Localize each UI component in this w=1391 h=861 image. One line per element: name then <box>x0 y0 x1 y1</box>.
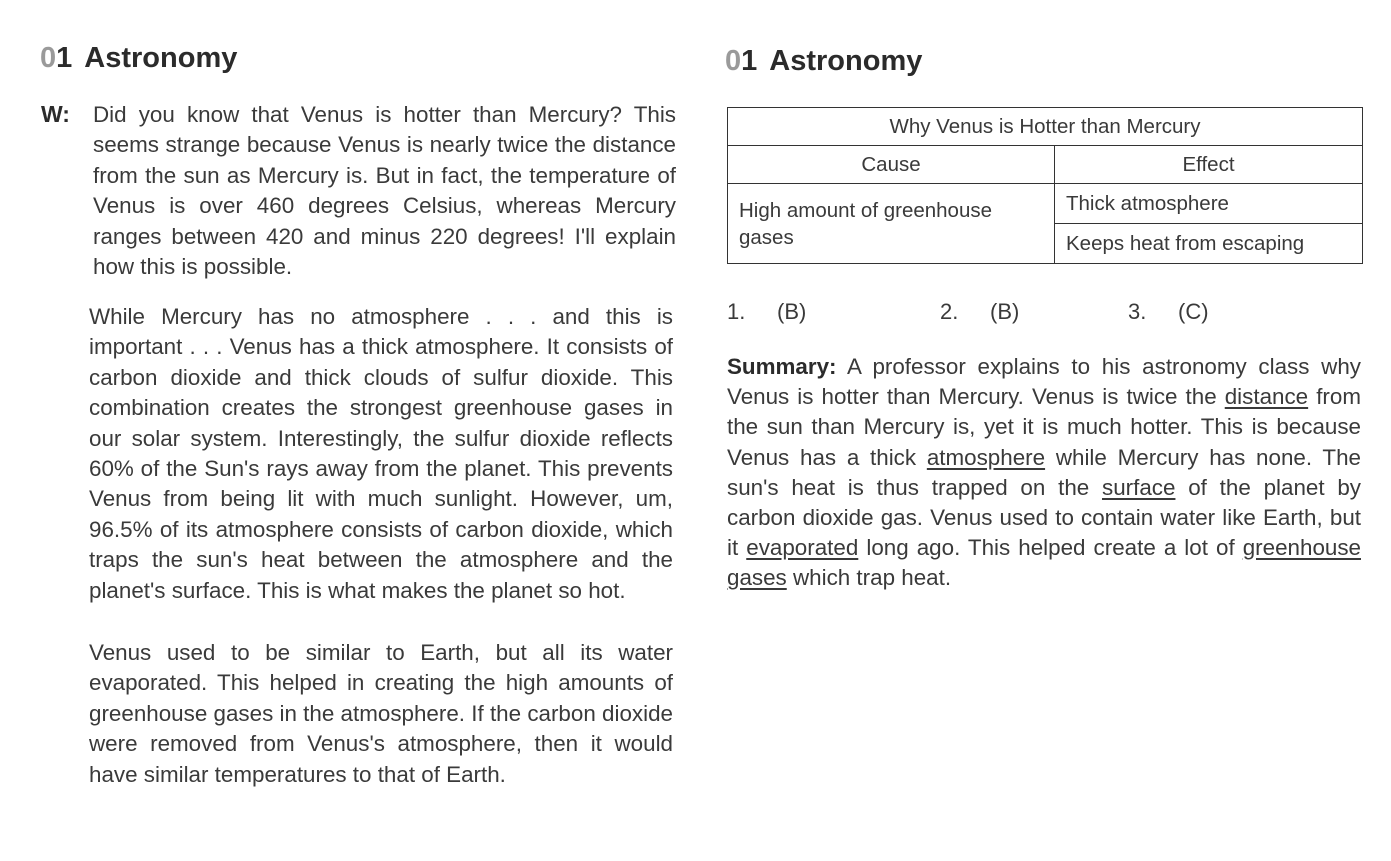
blank-answer-greenhouse-gases: greenhouse gases <box>727 535 1361 591</box>
section-number-zero: 0 <box>40 42 57 74</box>
table-cell-cause: High amount of greenhouse gases <box>728 184 1055 264</box>
table-cell-effect-1: Thick atmosphere <box>1055 184 1363 224</box>
answer-number: 2. <box>940 299 959 324</box>
table-title: Why Venus is Hotter than Mercury <box>728 108 1363 146</box>
blank-answer-atmosphere: atmosphere <box>926 444 1046 470</box>
section-number-one: 1 <box>56 42 73 74</box>
answer-item <box>727 299 806 325</box>
section-number-zero: 0 <box>725 45 742 77</box>
answer-choice: (B) <box>777 299 807 324</box>
summary-text: A professor explains to his astronomy class why Venus is hotter than Mercury. Venus is twice the <box>727 354 1361 410</box>
summary-label: Summary: <box>727 354 837 379</box>
blank-answer-evaporated: evaporated <box>746 535 859 561</box>
answer-choice: (C) <box>1178 299 1209 324</box>
summary-text: of the planet by carbon dioxide gas. Venus used to contain water like Earth, but it <box>727 474 1361 561</box>
section-title: Astronomy <box>84 42 238 74</box>
cause-effect-table <box>727 107 1363 264</box>
section-number-one: 1 <box>741 45 758 77</box>
summary-text: which trap heat. <box>786 565 952 591</box>
summary-paragraph <box>727 352 1361 594</box>
table-cell-effect-2: Keeps heat from escaping <box>1055 224 1363 264</box>
summary-text: from the sun than Mercury is, yet it is much hotter. This is because Venus has a thick <box>727 384 1361 470</box>
summary-text: long ago. This helped create a lot of <box>858 535 1243 561</box>
right-section-heading <box>725 45 922 78</box>
section-title: Astronomy <box>769 45 923 77</box>
summary-text: while Mercury has none. The sun's heat is thus trapped on the <box>727 444 1361 500</box>
transcript-paragraph-2: While Mercury has no atmosphere . . . and this is important . . . Venus has a thick atmosphere. It consists of carbon dioxide and thick clouds of sulfur dioxide. This combination creates the strongest greenhouse gases in our solar system. Interestingly, the sulfur dioxide reflects 60% of the Sun's rays away from the planet. This prevents Venus from being lit with much sunlight. However, um, 96.5% of its atmosphere consists of carbon dioxide, which traps the sun's heat between the atmosphere and the planet's surface. This is what makes the planet so hot. <box>89 304 673 603</box>
transcript-paragraph-1: Did you know that Venus is hotter than Mercury? This seems strange because Venus is nearly twice the distance from the sun as Mercury is. But in fact, the temperature of Venus is over 460 degrees Celsius, whereas Mercury ranges between 420 and minus 220 degrees! I'll explain how this is possible. <box>93 102 676 280</box>
answer-number: 3. <box>1128 299 1147 324</box>
table-header-effect: Effect <box>1055 146 1363 184</box>
answer-choice: (B) <box>990 299 1020 324</box>
blank-answer-distance: distance <box>1224 384 1309 410</box>
answer-item <box>940 299 1019 325</box>
transcript-paragraph-3: Venus used to be similar to Earth, but all its water evaporated. This helped in creating the high amounts of greenhouse gases in the atmosphere. If the carbon dioxide were removed from Venus's atmosphere, then it would have similar temperatures to that of Earth. <box>89 640 673 787</box>
table-header-cause: Cause <box>728 146 1055 184</box>
left-section-heading <box>40 42 237 75</box>
answer-number: 1. <box>727 299 746 324</box>
speaker-label: W: <box>41 101 70 127</box>
blank-answer-surface: surface <box>1102 474 1176 500</box>
answer-item <box>1128 299 1209 325</box>
